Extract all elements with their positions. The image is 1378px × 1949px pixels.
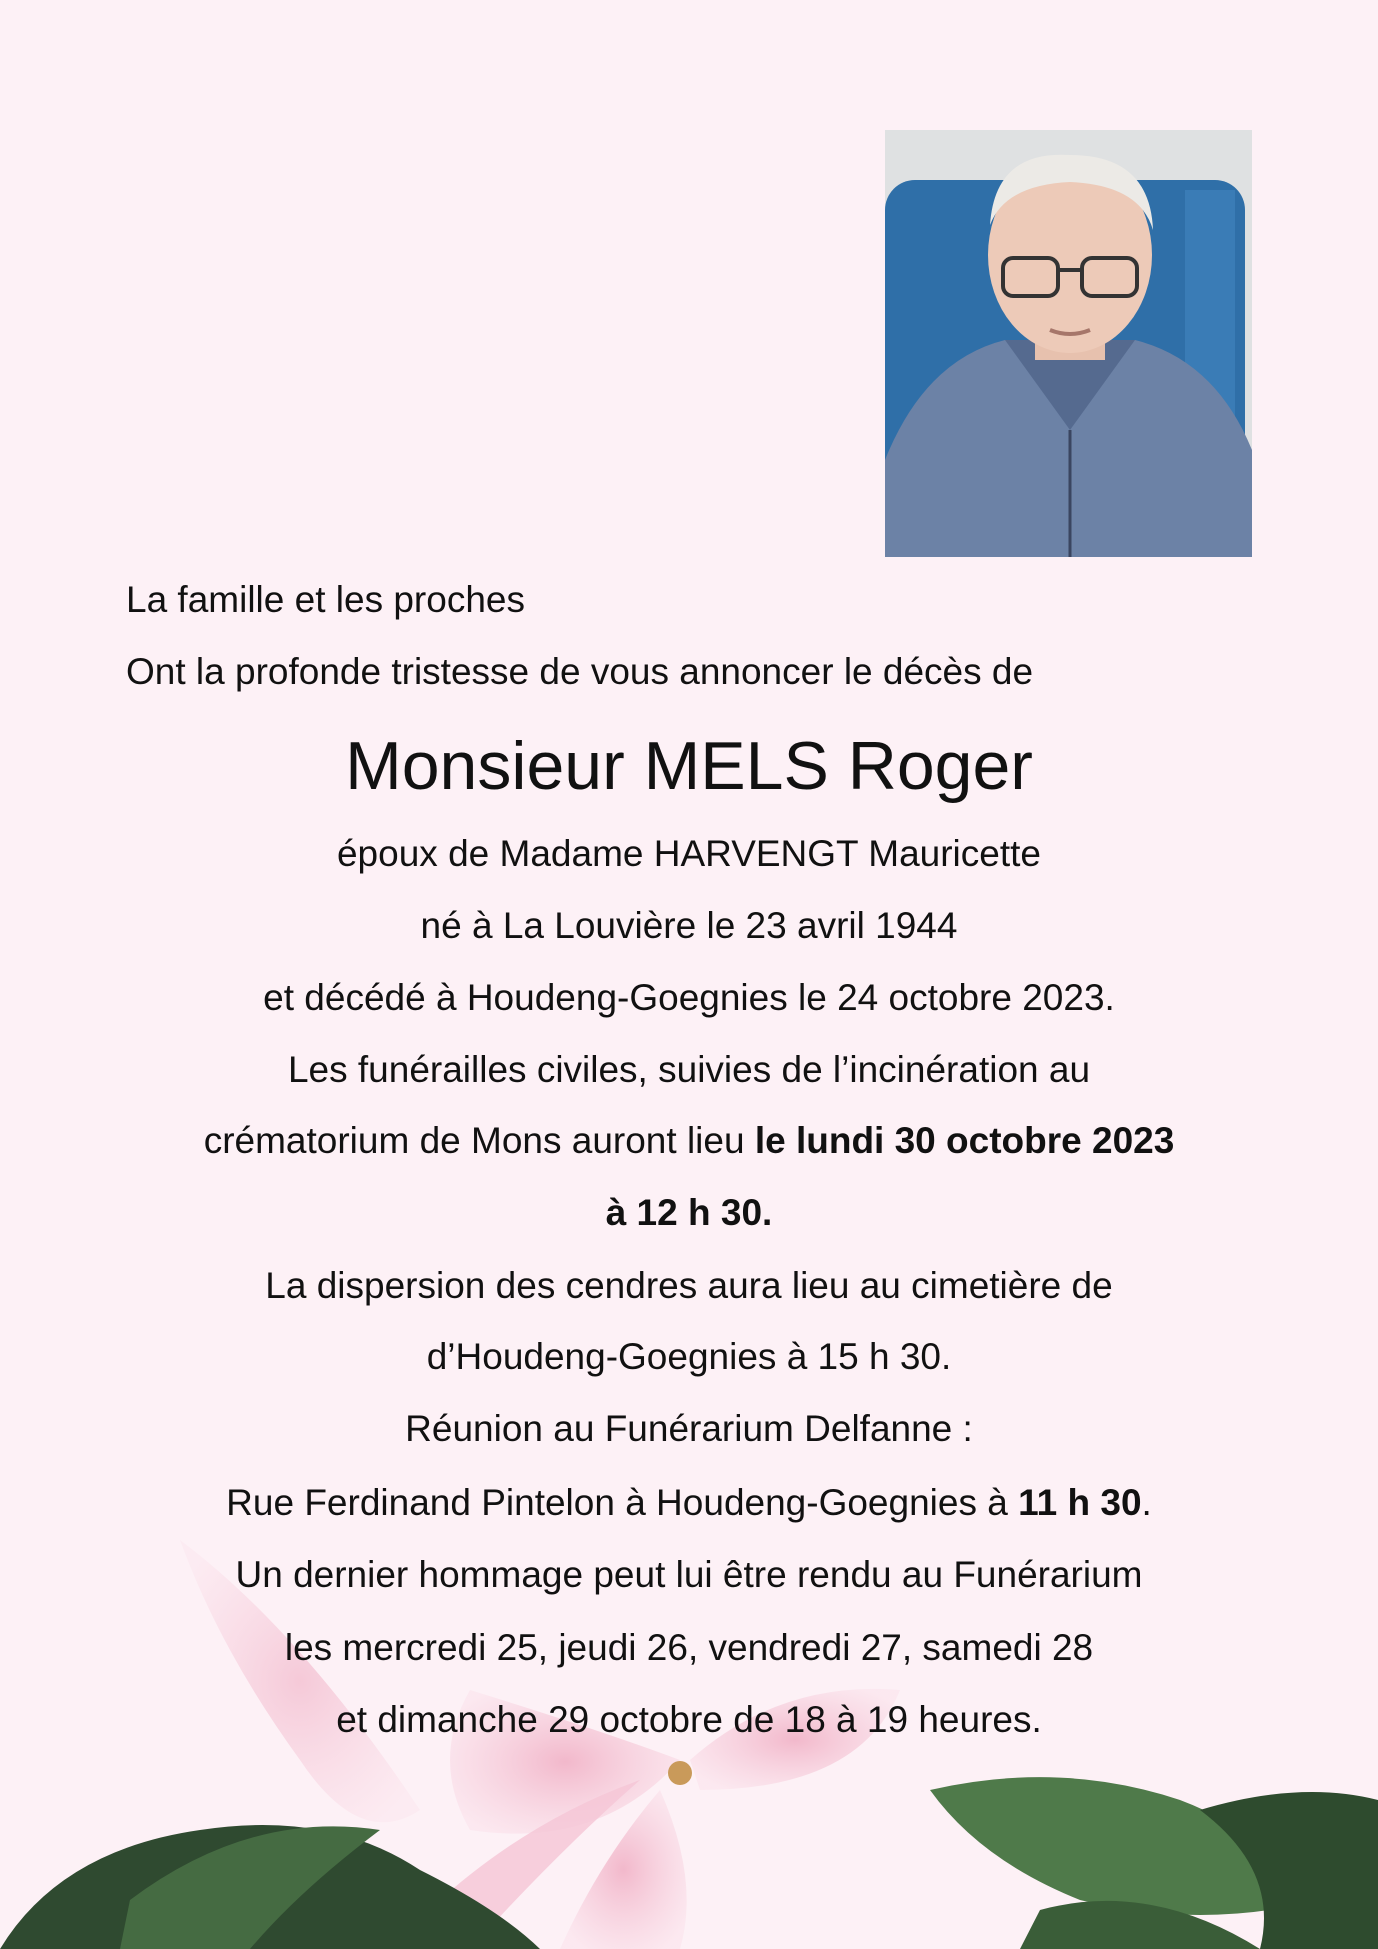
intro-line-2: Ont la profonde tristesse de vous annoncer le décès de bbox=[126, 651, 1034, 692]
deceased-name: Monsieur MELS Roger bbox=[345, 728, 1033, 804]
funeral-place: crématorium de Mons auront lieu bbox=[203, 1120, 755, 1161]
spouse-line: époux de Madame HARVENGT Mauricette bbox=[336, 833, 1041, 874]
reunion-line-2 bbox=[0, 1481, 1378, 1525]
funeral-time: à 12 h 30. bbox=[605, 1192, 773, 1233]
tribute-line-2: les mercredi 25, jeudi 26, vendredi 27, samedi 28 bbox=[284, 1627, 1094, 1668]
funeral-line-3 bbox=[0, 1191, 1378, 1235]
dispersion-line-1: La dispersion des cendres aura lieu au cimetière de bbox=[265, 1265, 1113, 1306]
birth-line: né à La Louvière le 23 avril 1944 bbox=[420, 905, 958, 946]
reunion-address: Rue Ferdinand Pintelon à Houdeng-Goegnies à bbox=[226, 1482, 1019, 1523]
intro-line-1: La famille et les proches bbox=[126, 579, 525, 620]
funeral-date: le lundi 30 octobre 2023 bbox=[754, 1120, 1175, 1161]
funeral-line-2 bbox=[0, 1119, 1378, 1163]
portrait-photo bbox=[885, 130, 1252, 557]
reunion-period: . bbox=[1141, 1482, 1152, 1523]
dispersion-line-2: d’Houdeng-Goegnies à 15 h 30. bbox=[426, 1336, 952, 1377]
reunion-time: 11 h 30 bbox=[1018, 1482, 1142, 1523]
death-line: et décédé à Houdeng-Goegnies le 24 octobre 2023. bbox=[263, 977, 1115, 1018]
tribute-line-1: Un dernier hommage peut lui être rendu au Funérarium bbox=[235, 1554, 1143, 1595]
funeral-line-1: Les funérailles civiles, suivies de l’incinération au bbox=[287, 1049, 1091, 1090]
tribute-line-3: et dimanche 29 octobre de 18 à 19 heures. bbox=[336, 1699, 1042, 1740]
reunion-line-1: Réunion au Funérarium Delfanne : bbox=[405, 1408, 973, 1449]
